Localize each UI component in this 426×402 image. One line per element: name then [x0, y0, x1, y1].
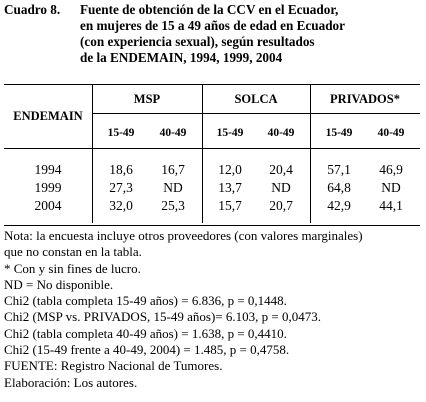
subcol-header: 15-49 — [325, 127, 353, 139]
note-line: Chi2 (tabla completa 15-49 años) = 6.836, p = 0,1448. — [4, 293, 287, 309]
group-header-msp: MSP — [133, 92, 161, 106]
caption-line-1: Fuente de obtención de la CCV en el Ecuador, — [80, 2, 339, 17]
note-line: Nota: la encuesta incluye otros proveedores (con valores marginales) — [4, 228, 363, 243]
table-cell: 16,7 — [161, 162, 185, 177]
note-line: ND = No disponible. — [4, 276, 114, 292]
table-cell: 46,9 — [379, 162, 403, 177]
note-line: * Con y sin fines de lucro. — [4, 260, 141, 276]
table-cell: 32,0 — [109, 198, 133, 213]
table-cell: 57,1 — [327, 162, 351, 177]
note-line: Chi2 (MSP vs. PRIVADOS, 15-49 años)= 6.103, p = 0,0473. — [4, 309, 321, 325]
subcol-header: 40-49 — [377, 127, 405, 139]
table-cell: 18,6 — [109, 162, 133, 177]
caption-line-4: de la ENDEMAIN, 1994, 1999, 2004 — [80, 50, 283, 65]
table-cell: 64,8 — [327, 180, 351, 195]
table-cell: 12,0 — [218, 162, 242, 177]
note-line: FUENTE: Registro Nacional de Tumores. — [4, 358, 223, 374]
table-cell: 20,4 — [269, 162, 293, 177]
row-header: ENDEMAIN — [13, 109, 83, 123]
table-cell: ND — [381, 180, 401, 195]
table-cell: 27,3 — [109, 180, 133, 195]
table-notes — [4, 228, 422, 391]
table-cell: ND — [163, 180, 183, 195]
row-year: 1999 — [34, 180, 62, 195]
table-cell: 44,1 — [379, 198, 403, 213]
table-cell: 25,3 — [161, 198, 185, 213]
note-line: Chi2 (tabla completa 40-49 años) = 1.638, p = 0,4410. — [4, 325, 287, 341]
note-line: que no constan en la tabla. — [4, 244, 142, 260]
table-cell: 13,7 — [218, 180, 242, 195]
subcol-header: 15-49 — [107, 127, 135, 139]
note-line: Elaboración: Los autores. — [4, 374, 138, 390]
caption-line-2: en mujeres de 15 a 49 años de edad en Ecuador — [80, 18, 345, 33]
subcol-header: 15-49 — [216, 127, 244, 139]
group-header-solca: SOLCA — [234, 92, 278, 106]
table-cell: 20,7 — [269, 198, 293, 213]
subcol-header: 40-49 — [159, 127, 187, 139]
row-year: 2004 — [34, 198, 62, 213]
table-cell: 42,9 — [327, 198, 351, 213]
subcol-header: 40-49 — [267, 127, 295, 139]
table-divider — [4, 148, 420, 149]
note-line: Chi2 (15-49 frente a 40-49, 2004) = 1.485, p = 0,4758. — [4, 342, 290, 358]
caption-line-3: (con experiencia sexual), según resultados — [80, 34, 315, 49]
table-cell: ND — [271, 180, 291, 195]
row-year: 1994 — [34, 162, 62, 177]
data-table — [4, 84, 420, 226]
table-cell: 15,7 — [218, 198, 242, 213]
group-header-privados: PRIVADOS* — [330, 92, 400, 106]
table-divider — [92, 113, 420, 114]
caption-label: Cuadro 8. — [4, 2, 61, 17]
